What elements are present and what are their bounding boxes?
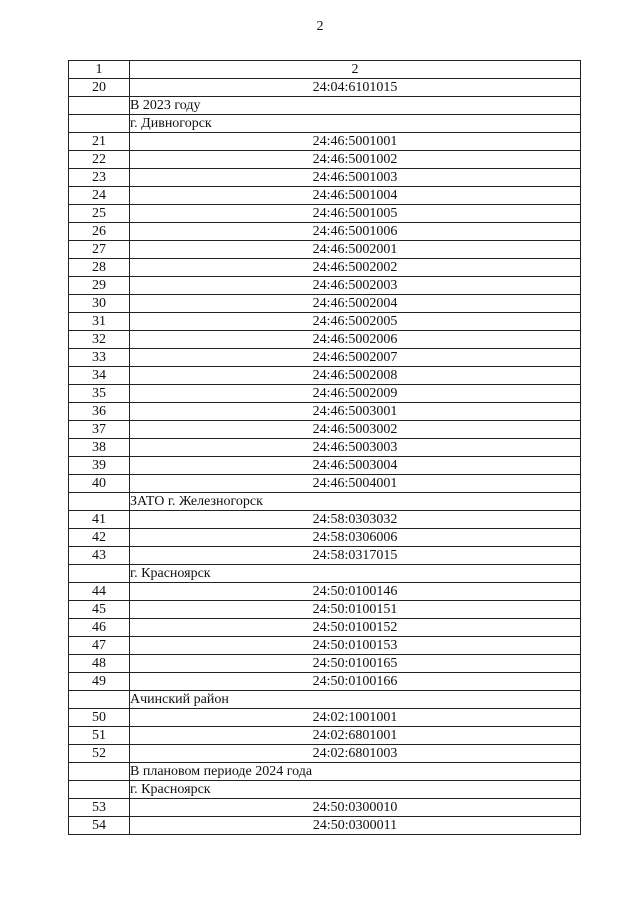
- table-row: [69, 133, 581, 151]
- cadastral-number: 24:50:0100152: [130, 619, 581, 637]
- table-row: [69, 169, 581, 187]
- row-number: 44: [69, 583, 130, 601]
- table-row: [69, 817, 581, 835]
- table-row: [69, 655, 581, 673]
- cadastral-number: 24:46:5002009: [130, 385, 581, 403]
- header-col-2: 2: [130, 61, 581, 79]
- table-row: [69, 223, 581, 241]
- cadastral-number: 24:46:5002001: [130, 241, 581, 259]
- row-number: [69, 115, 130, 133]
- cadastral-number: 24:02:1001001: [130, 709, 581, 727]
- row-number: 42: [69, 529, 130, 547]
- table-row: [69, 475, 581, 493]
- row-number: [69, 763, 130, 781]
- table-row: [69, 385, 581, 403]
- cadastral-table-body: [69, 61, 581, 835]
- cadastral-number: 24:46:5001003: [130, 169, 581, 187]
- row-number: 53: [69, 799, 130, 817]
- row-number: 34: [69, 367, 130, 385]
- table-row: [69, 421, 581, 439]
- row-number: [69, 781, 130, 799]
- cadastral-number: 24:46:5002008: [130, 367, 581, 385]
- row-number: 43: [69, 547, 130, 565]
- row-number: [69, 565, 130, 583]
- table-row: [69, 709, 581, 727]
- table-row: [69, 403, 581, 421]
- section-row: [69, 763, 581, 781]
- row-number: 51: [69, 727, 130, 745]
- cadastral-number: 24:02:6801001: [130, 727, 581, 745]
- table-row: [69, 547, 581, 565]
- section-heading: г. Дивногорск: [130, 115, 581, 133]
- table-row: [69, 439, 581, 457]
- header-col-1: 1: [69, 61, 130, 79]
- table-row: [69, 367, 581, 385]
- cadastral-number: 24:58:0303032: [130, 511, 581, 529]
- cadastral-number: 24:04:6101015: [130, 79, 581, 97]
- section-heading: В 2023 году: [130, 97, 581, 115]
- row-number: 28: [69, 259, 130, 277]
- row-number: 46: [69, 619, 130, 637]
- row-number: 38: [69, 439, 130, 457]
- table-row: [69, 79, 581, 97]
- row-number: 52: [69, 745, 130, 763]
- cadastral-number: 24:46:5003003: [130, 439, 581, 457]
- cadastral-number: 24:50:0100146: [130, 583, 581, 601]
- row-number: 45: [69, 601, 130, 619]
- cadastral-number: 24:46:5002003: [130, 277, 581, 295]
- row-number: 27: [69, 241, 130, 259]
- table-row: [69, 745, 581, 763]
- cadastral-table: [68, 60, 581, 835]
- row-number: 25: [69, 205, 130, 223]
- section-heading: г. Красноярск: [130, 781, 581, 799]
- row-number: 39: [69, 457, 130, 475]
- cadastral-number: 24:46:5002002: [130, 259, 581, 277]
- section-row: [69, 565, 581, 583]
- table-row: [69, 331, 581, 349]
- table-header-row: [69, 61, 581, 79]
- section-heading: В плановом периоде 2024 года: [130, 763, 581, 781]
- row-number: 29: [69, 277, 130, 295]
- cadastral-number: 24:50:0100166: [130, 673, 581, 691]
- row-number: 24: [69, 187, 130, 205]
- table-row: [69, 277, 581, 295]
- table-row: [69, 727, 581, 745]
- cadastral-number: 24:46:5002007: [130, 349, 581, 367]
- cadastral-number: 24:50:0100153: [130, 637, 581, 655]
- cadastral-number: 24:46:5001004: [130, 187, 581, 205]
- cadastral-number: 24:58:0317015: [130, 547, 581, 565]
- table-row: [69, 205, 581, 223]
- row-number: 40: [69, 475, 130, 493]
- row-number: 47: [69, 637, 130, 655]
- row-number: 36: [69, 403, 130, 421]
- row-number: 33: [69, 349, 130, 367]
- cadastral-number: 24:46:5004001: [130, 475, 581, 493]
- section-row: [69, 691, 581, 709]
- cadastral-number: 24:46:5001006: [130, 223, 581, 241]
- section-heading: ЗАТО г. Железногорск: [130, 493, 581, 511]
- row-number: [69, 493, 130, 511]
- table-row: [69, 673, 581, 691]
- row-number: 32: [69, 331, 130, 349]
- row-number: 35: [69, 385, 130, 403]
- section-row: [69, 97, 581, 115]
- table-row: [69, 601, 581, 619]
- table-row: [69, 799, 581, 817]
- table-row: [69, 637, 581, 655]
- row-number: 49: [69, 673, 130, 691]
- table-row: [69, 511, 581, 529]
- cadastral-number: 24:46:5001001: [130, 133, 581, 151]
- table-row: [69, 187, 581, 205]
- cadastral-number: 24:50:0100165: [130, 655, 581, 673]
- row-number: 26: [69, 223, 130, 241]
- row-number: [69, 691, 130, 709]
- section-row: [69, 781, 581, 799]
- cadastral-number: 24:46:5001002: [130, 151, 581, 169]
- cadastral-number: 24:50:0100151: [130, 601, 581, 619]
- table-row: [69, 349, 581, 367]
- cadastral-number: 24:46:5002005: [130, 313, 581, 331]
- table-row: [69, 619, 581, 637]
- row-number: 21: [69, 133, 130, 151]
- table-row: [69, 583, 581, 601]
- cadastral-number: 24:46:5002004: [130, 295, 581, 313]
- cadastral-number: 24:50:0300011: [130, 817, 581, 835]
- row-number: 48: [69, 655, 130, 673]
- table-row: [69, 151, 581, 169]
- section-row: [69, 493, 581, 511]
- cadastral-number: 24:46:5003004: [130, 457, 581, 475]
- table-row: [69, 241, 581, 259]
- cadastral-number: 24:58:0306006: [130, 529, 581, 547]
- row-number: 20: [69, 79, 130, 97]
- page-number: 2: [316, 19, 324, 34]
- row-number: 30: [69, 295, 130, 313]
- row-number: 22: [69, 151, 130, 169]
- table-row: [69, 529, 581, 547]
- row-number: 41: [69, 511, 130, 529]
- cadastral-number: 24:02:6801003: [130, 745, 581, 763]
- table-row: [69, 313, 581, 331]
- row-number: [69, 97, 130, 115]
- row-number: 23: [69, 169, 130, 187]
- row-number: 37: [69, 421, 130, 439]
- cadastral-number: 24:46:5001005: [130, 205, 581, 223]
- section-heading: г. Красноярск: [130, 565, 581, 583]
- cadastral-number: 24:50:0300010: [130, 799, 581, 817]
- cadastral-number: 24:46:5003002: [130, 421, 581, 439]
- table-row: [69, 457, 581, 475]
- cadastral-number: 24:46:5003001: [130, 403, 581, 421]
- section-heading: Ачинский район: [130, 691, 581, 709]
- table-row: [69, 259, 581, 277]
- cadastral-number: 24:46:5002006: [130, 331, 581, 349]
- row-number: 54: [69, 817, 130, 835]
- row-number: 50: [69, 709, 130, 727]
- section-row: [69, 115, 581, 133]
- row-number: 31: [69, 313, 130, 331]
- table-row: [69, 295, 581, 313]
